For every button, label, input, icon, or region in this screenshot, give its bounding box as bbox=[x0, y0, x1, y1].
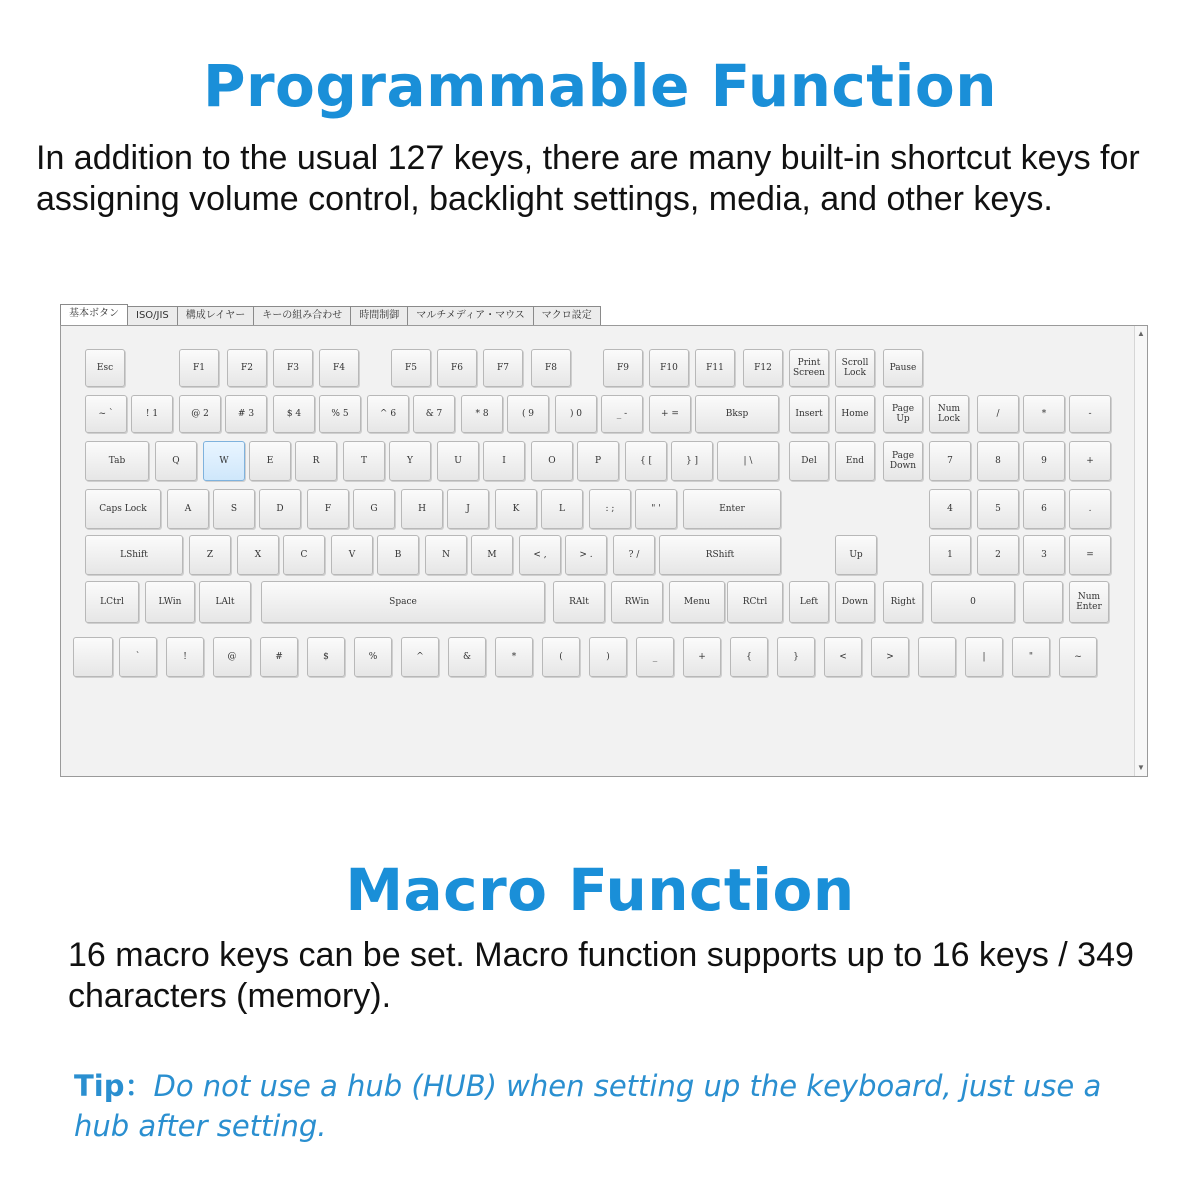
key-fn-row-13[interactable]: F12 bbox=[743, 349, 783, 387]
key-tab-row-12[interactable]: { [ bbox=[625, 441, 667, 481]
key-shift-row-16[interactable]: 3 bbox=[1023, 535, 1065, 575]
key-number-row-13[interactable]: + = bbox=[649, 395, 691, 433]
key-caps-row-13[interactable]: Enter bbox=[683, 489, 781, 529]
key-number-row-4[interactable]: # 3 bbox=[225, 395, 267, 433]
key-tab-row-2[interactable]: Q bbox=[155, 441, 197, 481]
key-caps-row-4[interactable]: D bbox=[259, 489, 301, 529]
key-fn-row-11[interactable]: F10 bbox=[649, 349, 689, 387]
key-extra-row-9[interactable]: & bbox=[448, 637, 486, 677]
key-number-row-16[interactable]: Home bbox=[835, 395, 875, 433]
key-extra-row-7[interactable]: % bbox=[354, 637, 392, 677]
key-caps-row-10[interactable]: L bbox=[541, 489, 583, 529]
config-tab-1[interactable]: 基本ボタン bbox=[60, 304, 128, 325]
key-number-row-17[interactable]: Page Up bbox=[883, 395, 923, 433]
key-number-row-12[interactable]: _ - bbox=[601, 395, 643, 433]
key-fn-row-4[interactable]: F3 bbox=[273, 349, 313, 387]
key-shift-row-14[interactable]: 1 bbox=[929, 535, 971, 575]
key-caps-row-16[interactable]: 6 bbox=[1023, 489, 1065, 529]
key-fn-row-7[interactable]: F6 bbox=[437, 349, 477, 387]
key-fn-row-10[interactable]: F9 bbox=[603, 349, 643, 387]
key-fn-row-9[interactable]: F8 bbox=[531, 349, 571, 387]
key-caps-row-8[interactable]: J bbox=[447, 489, 489, 529]
key-bottom-row-13[interactable] bbox=[1023, 581, 1063, 623]
key-extra-row-14[interactable]: + bbox=[683, 637, 721, 677]
key-caps-row-15[interactable]: 5 bbox=[977, 489, 1019, 529]
config-tab-5[interactable]: 時間制御 bbox=[350, 306, 408, 325]
key-extra-row-1[interactable] bbox=[73, 637, 113, 677]
key-extra-row-16[interactable]: } bbox=[777, 637, 815, 677]
key-bottom-row-1[interactable]: LCtrl bbox=[85, 581, 139, 623]
key-extra-row-10[interactable]: * bbox=[495, 637, 533, 677]
key-shift-row-7[interactable]: N bbox=[425, 535, 467, 575]
key-shift-row-13[interactable]: Up bbox=[835, 535, 877, 575]
key-fn-row-15[interactable]: Scroll Lock bbox=[835, 349, 875, 387]
key-bottom-row-2[interactable]: LWin bbox=[145, 581, 195, 623]
key-tab-row-14[interactable]: | \ bbox=[717, 441, 779, 481]
key-shift-row-5[interactable]: V bbox=[331, 535, 373, 575]
config-tab-bar bbox=[60, 306, 600, 326]
key-number-row-18[interactable]: Num Lock bbox=[929, 395, 969, 433]
key-caps-row-11[interactable]: : ; bbox=[589, 489, 631, 529]
key-number-row-21[interactable]: - bbox=[1069, 395, 1111, 433]
key-number-row-9[interactable]: * 8 bbox=[461, 395, 503, 433]
key-fn-row-8[interactable]: F7 bbox=[483, 349, 523, 387]
key-extra-row-17[interactable]: < bbox=[824, 637, 862, 677]
key-number-row-14[interactable]: Bksp bbox=[695, 395, 779, 433]
key-shift-row-6[interactable]: B bbox=[377, 535, 419, 575]
key-extra-row-3[interactable]: ! bbox=[166, 637, 204, 677]
macro-function-description: 16 macro keys can be set. Macro function supports up to 16 keys / 349 characters (memory). bbox=[68, 936, 1134, 1015]
config-tab-7[interactable]: マクロ設定 bbox=[533, 306, 601, 325]
key-bottom-row-9[interactable]: Left bbox=[789, 581, 829, 623]
key-shift-row-12[interactable]: RShift bbox=[659, 535, 781, 575]
key-bottom-row-7[interactable]: Menu bbox=[669, 581, 725, 623]
key-bottom-row-3[interactable]: LAlt bbox=[199, 581, 251, 623]
key-tab-row-4[interactable]: E bbox=[249, 441, 291, 481]
key-extra-row-20[interactable]: | bbox=[965, 637, 1003, 677]
key-extra-row-6[interactable]: $ bbox=[307, 637, 345, 677]
key-bottom-row-8[interactable]: RCtrl bbox=[727, 581, 783, 623]
panel-scrollbar[interactable] bbox=[1134, 326, 1147, 776]
tip-text: Do not use a hub (HUB) when setting up the keyboard, just use a hub after setting. bbox=[74, 1069, 1102, 1143]
key-caps-row-14[interactable]: 4 bbox=[929, 489, 971, 529]
key-extra-row-8[interactable]: ^ bbox=[401, 637, 439, 677]
key-caps-row-7[interactable]: H bbox=[401, 489, 443, 529]
key-bottom-row-4[interactable]: Space bbox=[261, 581, 545, 623]
key-shift-row-1[interactable]: LShift bbox=[85, 535, 183, 575]
key-tab-row-10[interactable]: O bbox=[531, 441, 573, 481]
key-fn-row-6[interactable]: F5 bbox=[391, 349, 431, 387]
key-bottom-row-6[interactable]: RWin bbox=[611, 581, 663, 623]
key-shift-row-2[interactable]: Z bbox=[189, 535, 231, 575]
key-extra-row-13[interactable]: _ bbox=[636, 637, 674, 677]
key-extra-row-18[interactable]: > bbox=[871, 637, 909, 677]
key-bottom-row-10[interactable]: Down bbox=[835, 581, 875, 623]
key-number-row-11[interactable]: ) 0 bbox=[555, 395, 597, 433]
scroll-down-icon[interactable]: ▼ bbox=[1137, 763, 1145, 772]
key-tab-row-8[interactable]: U bbox=[437, 441, 479, 481]
key-tab-row-16[interactable]: End bbox=[835, 441, 875, 481]
keyboard-layout-panel bbox=[60, 325, 1148, 777]
key-tab-row-18[interactable]: 7 bbox=[929, 441, 971, 481]
key-tab-row-3[interactable]: W bbox=[203, 441, 245, 481]
key-tab-row-20[interactable]: 9 bbox=[1023, 441, 1065, 481]
config-tab-6[interactable]: マルチメディア・マウス bbox=[407, 306, 534, 325]
key-tab-row-13[interactable]: } ] bbox=[671, 441, 713, 481]
key-number-row-1[interactable]: ~ ` bbox=[85, 395, 127, 433]
tip-note bbox=[74, 1066, 1134, 1146]
scroll-up-icon[interactable]: ▲ bbox=[1137, 329, 1145, 338]
key-shift-row-10[interactable]: > . bbox=[565, 535, 607, 575]
key-tab-row-1[interactable]: Tab bbox=[85, 441, 149, 481]
key-number-row-15[interactable]: Insert bbox=[789, 395, 829, 433]
key-number-row-2[interactable]: ! 1 bbox=[131, 395, 173, 433]
key-bottom-row-14[interactable]: Num Enter bbox=[1069, 581, 1109, 623]
key-extra-row-4[interactable]: @ bbox=[213, 637, 251, 677]
key-tab-row-15[interactable]: Del bbox=[789, 441, 829, 481]
key-extra-row-15[interactable]: { bbox=[730, 637, 768, 677]
key-number-row-20[interactable]: * bbox=[1023, 395, 1065, 433]
config-tab-4[interactable]: キーの組み合わせ bbox=[253, 306, 351, 325]
key-fn-row-16[interactable]: Pause bbox=[883, 349, 923, 387]
key-caps-row-2[interactable]: A bbox=[167, 489, 209, 529]
key-shift-row-17[interactable]: = bbox=[1069, 535, 1111, 575]
key-extra-row-5[interactable]: # bbox=[260, 637, 298, 677]
key-caps-row-12[interactable]: " ' bbox=[635, 489, 677, 529]
key-tab-row-9[interactable]: I bbox=[483, 441, 525, 481]
key-shift-row-15[interactable]: 2 bbox=[977, 535, 1019, 575]
key-extra-row-2[interactable]: ` bbox=[119, 637, 157, 677]
key-caps-row-1[interactable]: Caps Lock bbox=[85, 489, 161, 529]
programmable-function-title: Programmable Function bbox=[202, 52, 998, 120]
key-number-row-6[interactable]: % 5 bbox=[319, 395, 361, 433]
key-fn-row-14[interactable]: Print Screen bbox=[789, 349, 829, 387]
key-number-row-5[interactable]: $ 4 bbox=[273, 395, 315, 433]
key-fn-row-1[interactable]: Esc bbox=[85, 349, 125, 387]
key-caps-row-9[interactable]: K bbox=[495, 489, 537, 529]
key-extra-row-19[interactable] bbox=[918, 637, 956, 677]
key-extra-row-12[interactable]: ) bbox=[589, 637, 627, 677]
key-tab-row-7[interactable]: Y bbox=[389, 441, 431, 481]
key-number-row-10[interactable]: ( 9 bbox=[507, 395, 549, 433]
key-shift-row-3[interactable]: X bbox=[237, 535, 279, 575]
config-tab-2[interactable]: ISO/JIS bbox=[127, 306, 178, 325]
key-extra-row-21[interactable]: " bbox=[1012, 637, 1050, 677]
key-caps-row-5[interactable]: F bbox=[307, 489, 349, 529]
key-number-row-7[interactable]: ^ 6 bbox=[367, 395, 409, 433]
key-tab-row-17[interactable]: Page Down bbox=[883, 441, 923, 481]
key-number-row-19[interactable]: / bbox=[977, 395, 1019, 433]
key-number-row-3[interactable]: @ 2 bbox=[179, 395, 221, 433]
key-tab-row-6[interactable]: T bbox=[343, 441, 385, 481]
key-shift-row-11[interactable]: ? / bbox=[613, 535, 655, 575]
key-fn-row-5[interactable]: F4 bbox=[319, 349, 359, 387]
config-tab-3[interactable]: 構成レイヤー bbox=[177, 306, 255, 325]
key-bottom-row-5[interactable]: RAlt bbox=[553, 581, 605, 623]
key-extra-row-11[interactable]: ( bbox=[542, 637, 580, 677]
key-shift-row-4[interactable]: C bbox=[283, 535, 325, 575]
key-tab-row-5[interactable]: R bbox=[295, 441, 337, 481]
key-bottom-row-12[interactable]: 0 bbox=[931, 581, 1015, 623]
macro-function-title: Macro Function bbox=[345, 856, 855, 924]
key-caps-row-3[interactable]: S bbox=[213, 489, 255, 529]
key-fn-row-2[interactable]: F1 bbox=[179, 349, 219, 387]
key-shift-row-8[interactable]: M bbox=[471, 535, 513, 575]
key-caps-row-17[interactable]: . bbox=[1069, 489, 1111, 529]
key-tab-row-21[interactable]: + bbox=[1069, 441, 1111, 481]
key-fn-row-3[interactable]: F2 bbox=[227, 349, 267, 387]
tip-label: Tip： bbox=[74, 1069, 154, 1103]
programmable-function-description: In addition to the usual 127 keys, there are many built-in shortcut keys for assigning volume control, backlight settings, media, and other keys. bbox=[36, 139, 1140, 218]
key-fn-row-12[interactable]: F11 bbox=[695, 349, 735, 387]
key-shift-row-9[interactable]: < , bbox=[519, 535, 561, 575]
key-tab-row-19[interactable]: 8 bbox=[977, 441, 1019, 481]
key-caps-row-6[interactable]: G bbox=[353, 489, 395, 529]
key-number-row-8[interactable]: & 7 bbox=[413, 395, 455, 433]
key-bottom-row-11[interactable]: Right bbox=[883, 581, 923, 623]
key-extra-row-22[interactable]: ~ bbox=[1059, 637, 1097, 677]
key-tab-row-11[interactable]: P bbox=[577, 441, 619, 481]
